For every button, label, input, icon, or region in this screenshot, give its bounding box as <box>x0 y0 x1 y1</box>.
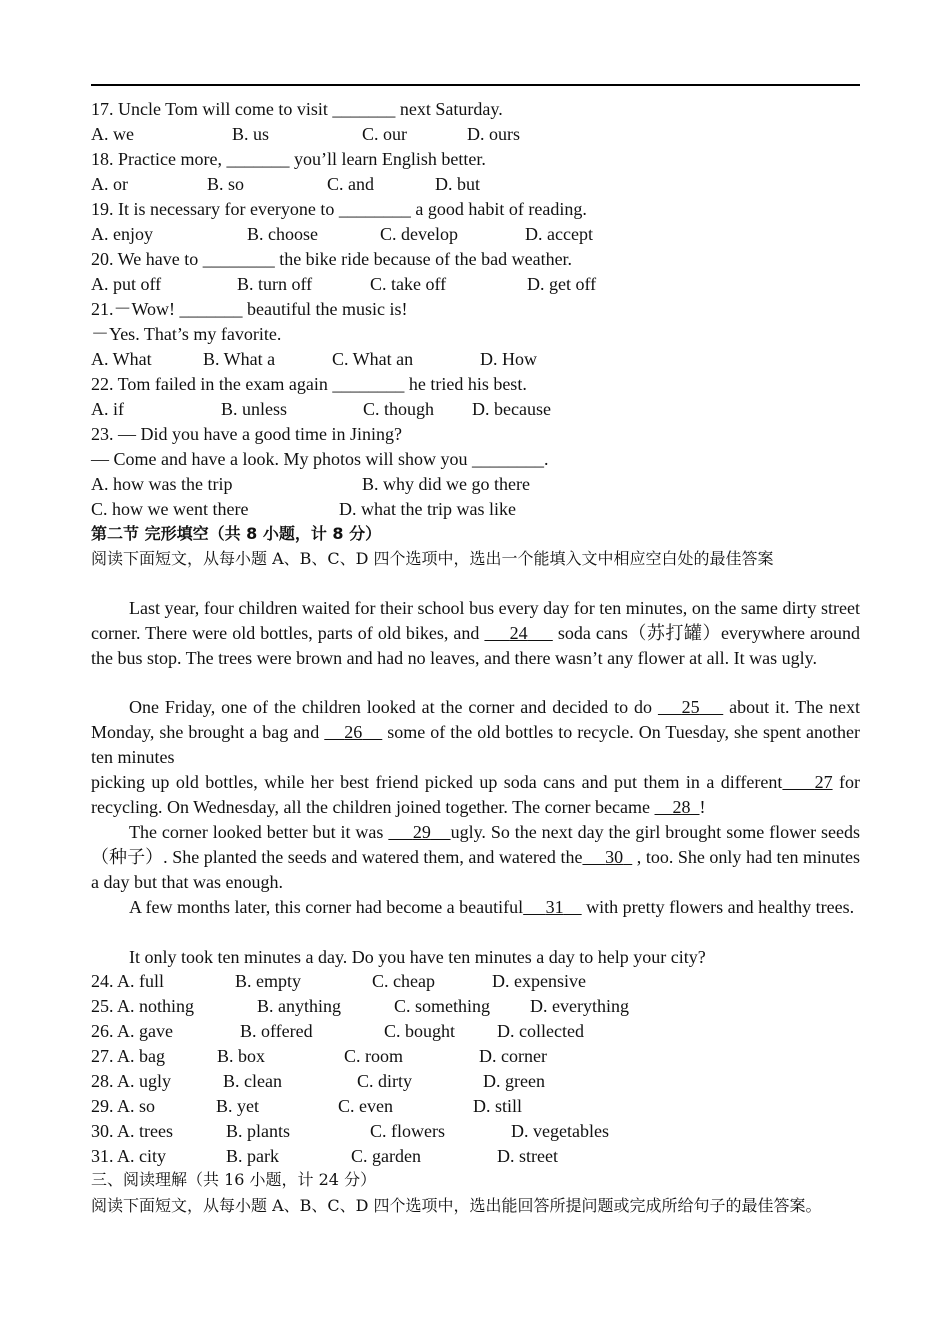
cloze-options-25 <box>91 994 629 1018</box>
option-c: C. flowers <box>370 1121 445 1141</box>
blank-number: 28 <box>672 796 691 817</box>
text: for recycling. On Wednesday, all the children joined together. The corner became <box>91 772 860 817</box>
option-b: B. box <box>217 1046 266 1066</box>
text: with pretty flowers and healthy trees. <box>581 897 855 917</box>
blank-26 <box>324 722 382 742</box>
option-d: D. what the trip was like <box>339 499 516 519</box>
question-20-stem: 20. We have to ________ the bike ride because of the bad weather. <box>91 249 573 269</box>
text: Last year, four children waited for their school bus every day for ten minutes, on the same dirty street corner. There were old bottles, parts of old bikes, and <box>91 598 860 643</box>
option-b: B. clean <box>223 1071 282 1091</box>
option-c: C. something <box>394 996 491 1016</box>
question-20-options <box>91 272 597 296</box>
section3-title: 三、阅读理解（共 16 小题，计 24 分） <box>91 1170 377 1189</box>
option-c: C. though <box>363 399 435 419</box>
option-c: C. develop <box>380 224 458 244</box>
passage-paragraph-5 <box>91 895 860 920</box>
option-d: D. still <box>473 1096 523 1116</box>
section2-title: 第二节 完形填空（共 8 小题，计 8 分） <box>91 524 382 543</box>
cloze-options-31 <box>91 1144 558 1168</box>
top-rule <box>91 84 860 86</box>
cloze-options-29 <box>91 1094 523 1118</box>
option-d: D. because <box>472 399 551 419</box>
text: The corner looked better but it was <box>129 822 389 842</box>
option-d: D. How <box>480 349 537 369</box>
option-c: C. cheap <box>372 971 435 991</box>
option-a: A. What <box>91 349 152 369</box>
blank-28 <box>655 797 700 817</box>
question-23-stem: 23. — Did you have a good time in Jining? <box>91 424 402 444</box>
option-a: 30. A. trees <box>91 1121 173 1141</box>
option-b: B. What a <box>203 349 276 369</box>
passage-paragraph-4 <box>91 820 860 895</box>
option-d: D. collected <box>497 1021 584 1041</box>
option-b: B. turn off <box>237 274 313 294</box>
cloze-options-26 <box>91 1019 584 1043</box>
option-b: B. us <box>232 124 270 144</box>
question-18-stem: 18. Practice more, _______ you’ll learn English better. <box>91 149 486 169</box>
option-b: B. empty <box>235 971 301 991</box>
option-c: C. What an <box>332 349 414 369</box>
text: A few months later, this corner had become a beautiful <box>129 897 524 917</box>
question-23-options-row1 <box>91 472 530 496</box>
option-a: 27. A. bag <box>91 1046 165 1066</box>
text: ! <box>699 796 706 817</box>
blank-number: 29 <box>412 822 431 842</box>
option-d: D. street <box>497 1146 558 1166</box>
text: , too. She only had ten minutes a day but that was enough. <box>91 846 861 892</box>
option-a: 25. A. nothing <box>91 996 195 1016</box>
text: about it. The next Monday, she brought a bag and <box>91 697 861 742</box>
option-b: B. unless <box>221 399 288 419</box>
section2-instruction: 阅读下面短文，从每小题 A、B、C、D 四个选项中，选出一个能填入文中相应空白处的最佳答案 <box>91 549 774 568</box>
option-d: D. everything <box>530 996 629 1016</box>
option-c: C. garden <box>351 1146 421 1166</box>
blank-number: 26 <box>344 721 363 742</box>
option-b: B. offered <box>240 1021 313 1041</box>
option-d: D. vegetables <box>511 1121 609 1141</box>
text: ugly. So the next day the girl brought some flower seeds（种子）. She planted the seeds and watered them, and watered the <box>91 822 861 867</box>
blank-24 <box>484 623 552 643</box>
option-c: C. dirty <box>357 1071 413 1091</box>
passage-paragraph-1 <box>91 596 860 671</box>
option-a: 24. A. full <box>91 971 165 991</box>
question-19-options <box>91 222 593 246</box>
option-d: D. corner <box>479 1046 547 1066</box>
option-b: B. so <box>207 174 245 194</box>
option-c: C. bought <box>384 1021 456 1041</box>
option-a: A. enjoy <box>91 224 153 244</box>
blank-number: 25 <box>681 697 700 717</box>
option-d: D. get off <box>527 274 597 294</box>
option-b: B. choose <box>247 224 318 244</box>
option-a: A. if <box>91 399 124 419</box>
cloze-options-24 <box>91 969 586 993</box>
question-23-options-row2 <box>91 497 516 521</box>
blank-number: 30 <box>605 846 624 867</box>
text: One Friday, one of the children looked at the corner and decided to do <box>129 697 658 717</box>
option-c: C. and <box>327 174 374 194</box>
option-d: D. accept <box>525 224 593 244</box>
option-d: D. but <box>435 174 480 194</box>
option-c: C. take off <box>370 274 447 294</box>
question-22-options <box>91 397 551 421</box>
passage-paragraph-3 <box>91 770 860 820</box>
option-a: A. we <box>91 124 134 144</box>
passage-paragraph-6: It only took ten minutes a day. Do you have ten minutes a day to help your city? <box>129 947 706 967</box>
section3-instruction: 阅读下面短文，从每小题 A、B、C、D 四个选项中，选出能回答所提问题或完成所给句子的最佳答案。 <box>91 1196 822 1215</box>
blank-31 <box>523 897 582 917</box>
blank-29 <box>388 822 450 842</box>
text: picking up old bottles, while her best friend picked up soda cans and put them in a different <box>91 772 783 792</box>
option-c: C. how we went there <box>91 499 249 519</box>
blank-number: 31 <box>545 897 564 917</box>
question-21-reply: －Yes. That’s my favorite. <box>91 324 282 344</box>
option-b: B. plants <box>226 1121 291 1141</box>
blank-27 <box>782 772 832 792</box>
option-c: C. our <box>362 124 407 144</box>
option-a: 29. A. so <box>91 1096 156 1116</box>
blank-25 <box>658 697 723 717</box>
question-18-options <box>91 172 480 196</box>
question-17-options <box>91 122 520 146</box>
option-a: A. how was the trip <box>91 474 233 494</box>
question-23-reply: — Come and have a look. My photos will show you ________. <box>91 449 549 469</box>
text: some of the old bottles to recycle. On Tuesday, she spent another ten minutes <box>91 721 861 767</box>
question-17-stem: 17. Uncle Tom will come to visit _______ next Saturday. <box>91 99 503 119</box>
cloze-options-28 <box>91 1069 545 1093</box>
option-a: 26. A. gave <box>91 1021 173 1041</box>
option-b: B. anything <box>257 996 341 1016</box>
option-b: B. park <box>226 1146 279 1166</box>
cloze-options-27 <box>91 1044 547 1068</box>
blank-number: 27 <box>814 772 833 792</box>
cloze-options-30 <box>91 1119 609 1143</box>
option-d: D. ours <box>467 124 520 144</box>
passage-paragraph-2 <box>91 695 860 770</box>
option-d: D. green <box>483 1071 545 1091</box>
option-b: B. why did we go there <box>362 474 530 494</box>
text: soda cans（苏打罐）everywhere around the bus stop. The trees were brown and had no leaves, and there wasn’t any flower at all. It was ugly. <box>91 622 861 668</box>
option-a: A. put off <box>91 274 162 294</box>
question-22-stem: 22. Tom failed in the exam again ________ he tried his best. <box>91 374 527 394</box>
option-c: C. even <box>338 1096 393 1116</box>
option-c: C. room <box>344 1046 404 1066</box>
question-21-stem: 21.－Wow! _______ beautiful the music is! <box>91 299 408 319</box>
blank-30 <box>582 847 632 867</box>
option-a: 28. A. ugly <box>91 1071 172 1091</box>
option-d: D. expensive <box>492 971 586 991</box>
question-19-stem: 19. It is necessary for everyone to ________ a good habit of reading. <box>91 199 587 219</box>
blank-number: 24 <box>509 622 528 643</box>
option-a: A. or <box>91 174 128 194</box>
option-a: 31. A. city <box>91 1146 166 1166</box>
question-21-options <box>91 347 537 371</box>
option-b: B. yet <box>216 1096 259 1116</box>
